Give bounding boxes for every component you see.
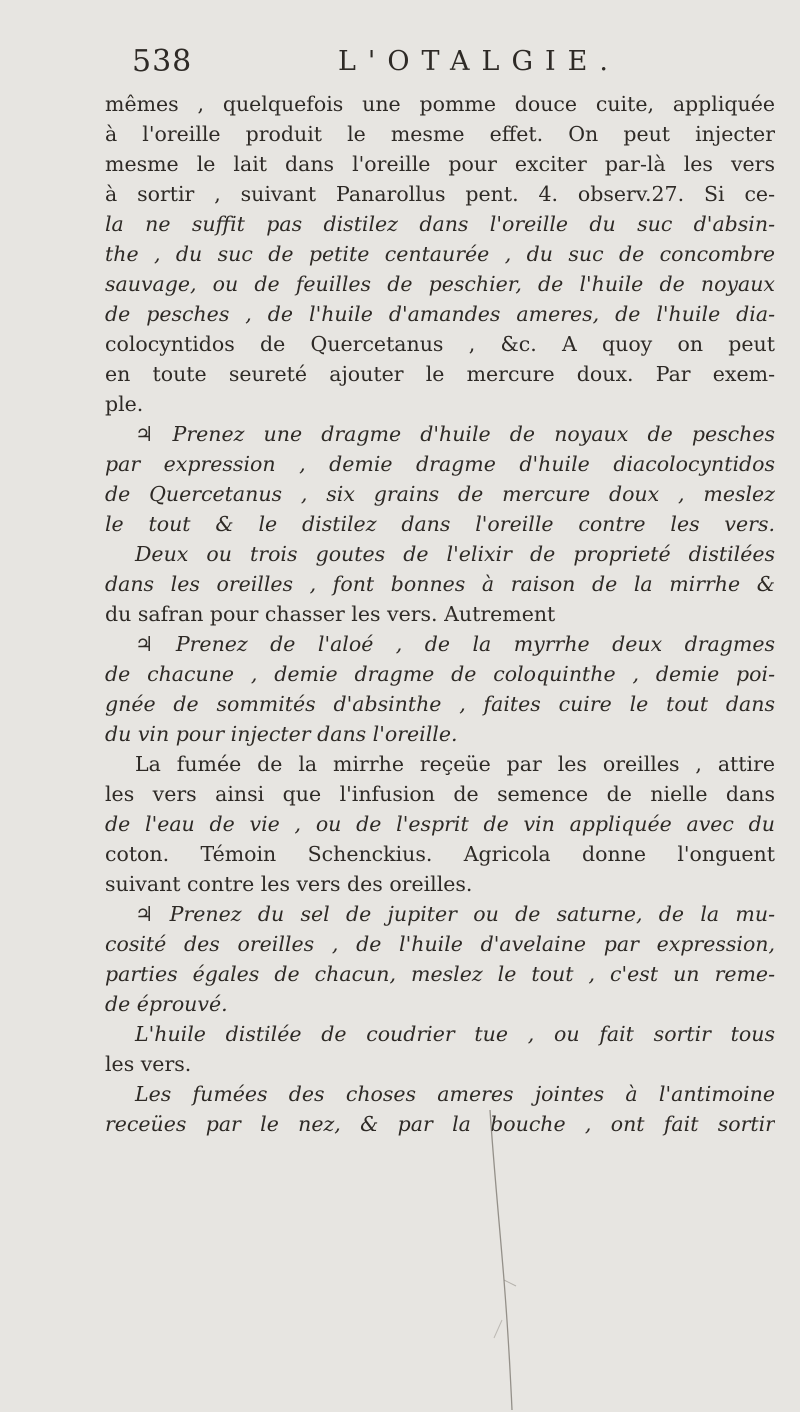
text-line: La fumée de la mirrhe reçeüe par les oreilles , attire	[135, 752, 775, 776]
text-line: de l'eau de vie , ou de l'esprit de vin appliquée avec du	[105, 812, 775, 836]
text-line: colocyntidos de Quercetanus , &c. A quoy on peut	[105, 332, 775, 356]
crease-line-icon	[486, 1110, 526, 1410]
text-line: à sortir , suivant Panarollus pent. 4. observ.27. Si ce-	[105, 182, 775, 206]
text-line: the , du suc de petite centaurée , du suc de concombre	[105, 242, 775, 266]
recipe-line: cosité des oreilles , de l'huile d'avelaine par expression,	[105, 932, 775, 956]
text-line: suivant contre les vers des oreilles.	[105, 872, 473, 896]
recipe-line: de chacune , demie dragme de coloquinthe , demie poi-	[105, 662, 775, 686]
text-line: Deux ou trois goutes de l'elixir de proprieté distilées	[135, 542, 775, 566]
text-line: Les fumées des choses ameres jointes à l'antimoine	[135, 1082, 775, 1106]
recipe-line: du vin pour injecter dans l'oreille.	[105, 722, 458, 746]
text-line: receües par le nez, & par la bouche , ont fait sortir	[105, 1112, 775, 1136]
text-line: à l'oreille produit le mesme effet. On peut injecter	[105, 122, 775, 146]
recipe-line: ♃ Prenez une dragme d'huile de noyaux de pesches	[135, 422, 775, 446]
recipe-line: parties égales de chacun, meslez le tout , c'est un reme-	[105, 962, 775, 986]
text-line: L'huile distilée de coudrier tue , ou fait sortir tous	[135, 1022, 775, 1046]
page-header	[0, 44, 800, 88]
text-line: sauvage, ou de feuilles de peschier, de l'huile de noyaux	[105, 272, 775, 296]
text-line: dans les oreilles , font bonnes à raison de la mirrhe &	[105, 572, 775, 596]
text-line: mesme le lait dans l'oreille pour exciter par-là les vers	[105, 152, 775, 176]
recipe-line: ♃ Prenez du sel de jupiter ou de saturne, de la mu-	[135, 902, 775, 926]
recipe-line: le tout & le distilez dans l'oreille contre les vers.	[105, 512, 775, 536]
text-line: du safran pour chasser les vers. Autrement	[105, 602, 556, 626]
recipe-line: par expression , demie dragme d'huile diacolocyntidos	[105, 452, 775, 476]
text-line: coton. Témoin Schenckius. Agricola donne l'onguent	[105, 842, 775, 866]
recipe-line: ♃ Prenez de l'aloé , de la myrrhe deux dragmes	[135, 632, 775, 656]
text-line: mêmes , quelquefois une pomme douce cuite, appliquée	[105, 92, 775, 116]
recipe-line: gnée de sommités d'absinthe , faites cuire le tout dans	[105, 692, 775, 716]
paper-crease-mark	[486, 1110, 526, 1410]
running-title: L'OTALGIE.	[338, 46, 620, 77]
recipe-line: de Quercetanus , six grains de mercure doux , meslez	[105, 482, 775, 506]
body-text	[105, 89, 775, 1139]
text-line: la ne suffit pas distilez dans l'oreille du suc d'absin-	[105, 212, 775, 236]
text-line: les vers.	[105, 1052, 192, 1076]
recipe-line: de éprouvé.	[105, 992, 228, 1016]
text-line: en toute seureté ajouter le mercure doux. Par exem-	[105, 362, 775, 386]
page-number: 538	[132, 44, 193, 79]
text-line: les vers ainsi que l'infusion de semence de nielle dans	[105, 782, 775, 806]
text-line: de pesches , de l'huile d'amandes ameres, de l'huile dia-	[105, 302, 775, 326]
text-line: ple.	[105, 392, 144, 416]
